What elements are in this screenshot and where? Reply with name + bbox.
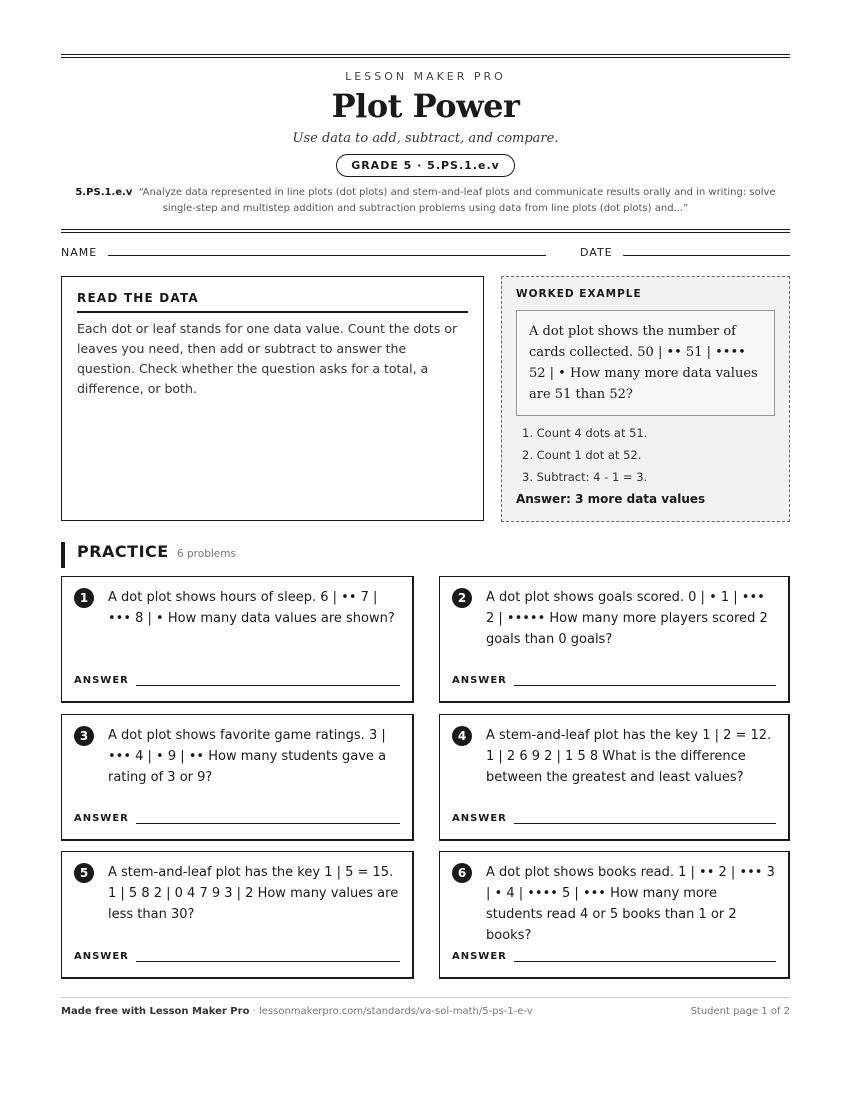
worked-example-heading: WORKED EXAMPLE <box>516 288 642 300</box>
footer-credit <box>61 1006 533 1017</box>
practice-heading: PRACTICE <box>77 542 169 561</box>
date-label: DATE <box>580 246 613 259</box>
problem-number-badge: 2 <box>452 588 472 608</box>
worked-step: 1. Count 4 dots at 51. <box>522 426 648 440</box>
brand-name: LESSON MAKER PRO <box>345 70 506 83</box>
problem-card-2 <box>439 576 790 703</box>
practice-count: 6 problems <box>177 548 236 560</box>
problem-number-badge: 3 <box>74 726 94 746</box>
footer-made-with: Made free with Lesson Maker Pro <box>61 1006 250 1017</box>
problem-number-badge: 5 <box>74 863 94 883</box>
grade-badge: GRADE 5 · 5.PS.1.e.v <box>336 154 515 177</box>
footer-rule <box>61 997 790 998</box>
problem-text: A dot plot shows books read. 1 | •• 2 | ••• 3 | • 4 | •••• 5 | ••• How many more students read 4 or 5 books than 1 or 2 books? <box>486 865 775 943</box>
problem-card-6 <box>439 851 790 979</box>
worked-example-answer: Answer: 3 more data values <box>516 492 706 506</box>
answer-row <box>452 951 776 965</box>
problem-card-1 <box>61 576 414 703</box>
problem-card-4 <box>439 714 790 841</box>
page-title: Plot Power <box>331 87 520 125</box>
problem-number-badge: 6 <box>452 863 472 883</box>
practice-accent-bar <box>61 542 65 568</box>
standard-description <box>61 185 790 217</box>
worked-example-prompt: A dot plot shows the number of cards collected. 50 | •• 51 | •••• 52 | • How many more data values are 51 than 52? <box>516 310 775 416</box>
page-subtitle: Use data to add, subtract, and compare. <box>292 131 559 146</box>
problem-text: A dot plot shows goals scored. 0 | • 1 | ••• 2 | ••••• How many more players scored 2 goals than 0 goals? <box>486 590 768 647</box>
answer-row <box>452 813 776 827</box>
header-bottom-rule <box>61 229 790 233</box>
answer-field[interactable] <box>136 685 400 686</box>
name-date-row <box>61 246 790 266</box>
answer-row <box>452 675 776 689</box>
standard-code: 5.PS.1.e.v <box>75 187 133 198</box>
read-the-data-heading: READ THE DATA <box>77 291 468 313</box>
answer-label: ANSWER <box>452 675 507 686</box>
worked-step: 2. Count 1 dot at 52. <box>522 448 642 462</box>
problem-card-5 <box>61 851 414 979</box>
problem-number-badge: 1 <box>74 588 94 608</box>
problem-text: A dot plot shows favorite game ratings. 3 | ••• 4 | • 9 | •• How many students gave a rating of 3 or 9? <box>108 728 387 785</box>
worksheet-page <box>61 54 790 1017</box>
name-field[interactable] <box>108 255 546 256</box>
answer-field[interactable] <box>514 823 776 824</box>
answer-field[interactable] <box>514 961 776 962</box>
answer-label: ANSWER <box>74 675 129 686</box>
date-field[interactable] <box>623 255 790 256</box>
answer-label: ANSWER <box>452 951 507 962</box>
answer-row <box>74 675 400 689</box>
read-the-data-body: Each dot or leaf stands for one data value. Count the dots or leaves you need, then add or subtract to answer the question. Check whether the question asks for a total, a difference, or both. <box>77 321 458 396</box>
answer-label: ANSWER <box>452 813 507 824</box>
footer-url[interactable]: · lessonmakerpro.com/standards/va-sol-math/5-ps-1-e-v <box>249 1006 533 1017</box>
footer-page-number: Student page 1 of 2 <box>690 1006 790 1017</box>
answer-row <box>74 951 400 965</box>
answer-label: ANSWER <box>74 951 129 962</box>
standard-text: “Analyze data represented in line plots (dot plots) and stem-and-leaf plots and communicate results orally and in writing: solve single-step and multistep addition and subtraction problems using data from line plots (dot plots) and...” <box>138 187 776 214</box>
answer-field[interactable] <box>514 685 776 686</box>
problem-text: A stem-and-leaf plot has the key 1 | 5 = 15. 1 | 5 8 2 | 0 4 7 9 3 | 2 How many values are less than 30? <box>108 865 399 922</box>
answer-field[interactable] <box>136 961 400 962</box>
answer-label: ANSWER <box>74 813 129 824</box>
header-top-rule <box>61 54 790 58</box>
problem-text: A stem-and-leaf plot has the key 1 | 2 = 12. 1 | 2 6 9 2 | 1 5 8 What is the difference between the greatest and least values? <box>486 728 772 785</box>
worked-step: 3. Subtract: 4 - 1 = 3. <box>522 470 648 484</box>
worked-example-box <box>501 276 790 522</box>
read-the-data-box <box>61 276 484 521</box>
answer-field[interactable] <box>136 823 400 824</box>
problem-card-3 <box>61 714 414 841</box>
problem-number-badge: 4 <box>452 726 472 746</box>
answer-row <box>74 813 400 827</box>
worked-example-steps <box>516 422 775 488</box>
problem-text: A dot plot shows hours of sleep. 6 | •• 7 | ••• 8 | • How many data values are shown? <box>108 590 395 626</box>
name-label: NAME <box>61 246 98 259</box>
